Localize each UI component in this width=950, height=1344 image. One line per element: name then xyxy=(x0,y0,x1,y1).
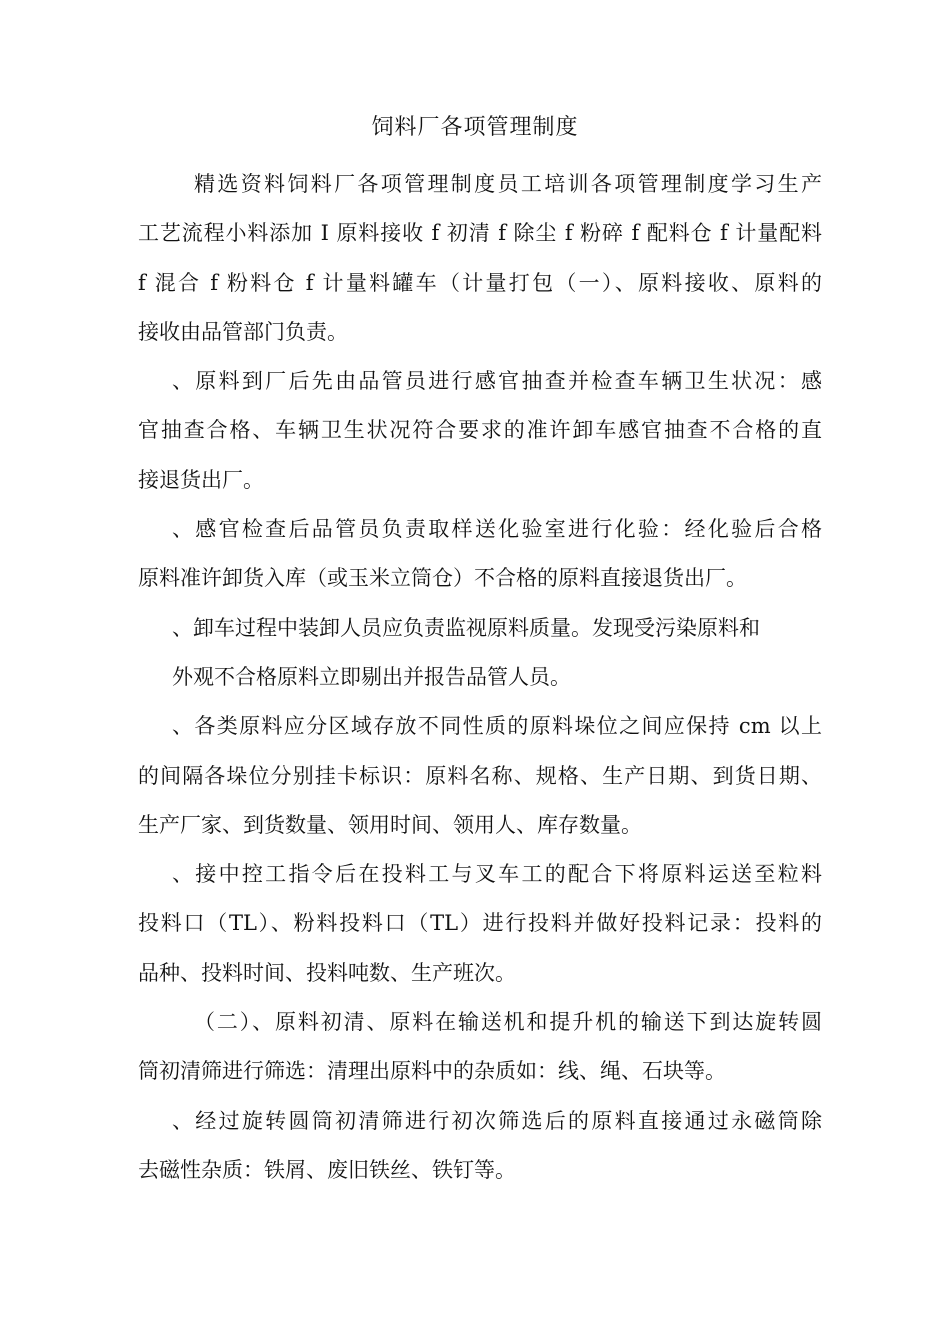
text-line: 生产厂家、到货数量、领用时间、领用人、库存数量。 xyxy=(138,812,642,837)
text-line: （二）、原料初清、原料在输送机和提升机的输送下到达旋转圆 xyxy=(194,1010,822,1035)
text-line: 、原料到厂后先由品管员进行感官抽查并检查车辆卫生状况：感 xyxy=(172,369,822,394)
text-line: f 混合 f 粉料仓 f 计量料罐车（计量打包（一）、原料接收、原料的 xyxy=(138,270,822,295)
text-line: 外观不合格原料立即剔出并报告品管人员。 xyxy=(172,664,571,689)
text-line: 投料口（TL）、粉料投料口（TL）进行投料并做好投料记录：投料的 xyxy=(138,911,822,936)
text-line: 接收由品管部门负责。 xyxy=(138,319,348,344)
text-line: 的间隔各垛位分别挂卡标识：原料名称、规格、生产日期、到货日期、 xyxy=(138,763,822,788)
text-line: 、感官检查后品管员负责取样送化验室进行化验：经化验后合格 xyxy=(172,517,822,542)
text-line: 去磁性杂质：铁屑、废旧铁丝、铁钉等。 xyxy=(138,1157,516,1182)
text-line: 精选资料饲料厂各项管理制度员工培训各项管理制度学习生产 xyxy=(194,172,822,196)
document-title: 饲料厂各项管理制度 xyxy=(371,115,579,140)
text-line: 工艺流程小料添加 I 原料接收 f 初清 f 除尘 f 粉碎 f 配料仓 f 计量配料 xyxy=(138,221,822,246)
text-line: 、经过旋转圆筒初清筛进行初次筛选后的原料直接通过永磁筒除 xyxy=(172,1108,822,1133)
text-line: 、接中控工指令后在投料工与叉车工的配合下将原料运送至粒料 xyxy=(172,862,822,887)
text-line: 筒初清筛进行筛选：清理出原料中的杂质如：线、绳、石块等。 xyxy=(138,1059,726,1084)
text-line: 、卸车过程中装卸人员应负责监视原料质量。发现受污染原料和 xyxy=(172,615,760,640)
document-body xyxy=(138,160,822,1195)
text-line: 原料准许卸货入库（或玉米立筒仓）不合格的原料直接退货出厂。 xyxy=(138,566,747,591)
text-line: 、各类原料应分区域存放不同性质的原料垛位之间应保持 cm 以上 xyxy=(172,714,822,739)
text-line: 接退货出厂。 xyxy=(138,467,264,492)
text-line: 品种、投料时间、投料吨数、生产班次。 xyxy=(138,960,516,985)
text-line: 官抽查合格、车辆卫生状况符合要求的准许卸车感官抽查不合格的直 xyxy=(138,418,822,443)
